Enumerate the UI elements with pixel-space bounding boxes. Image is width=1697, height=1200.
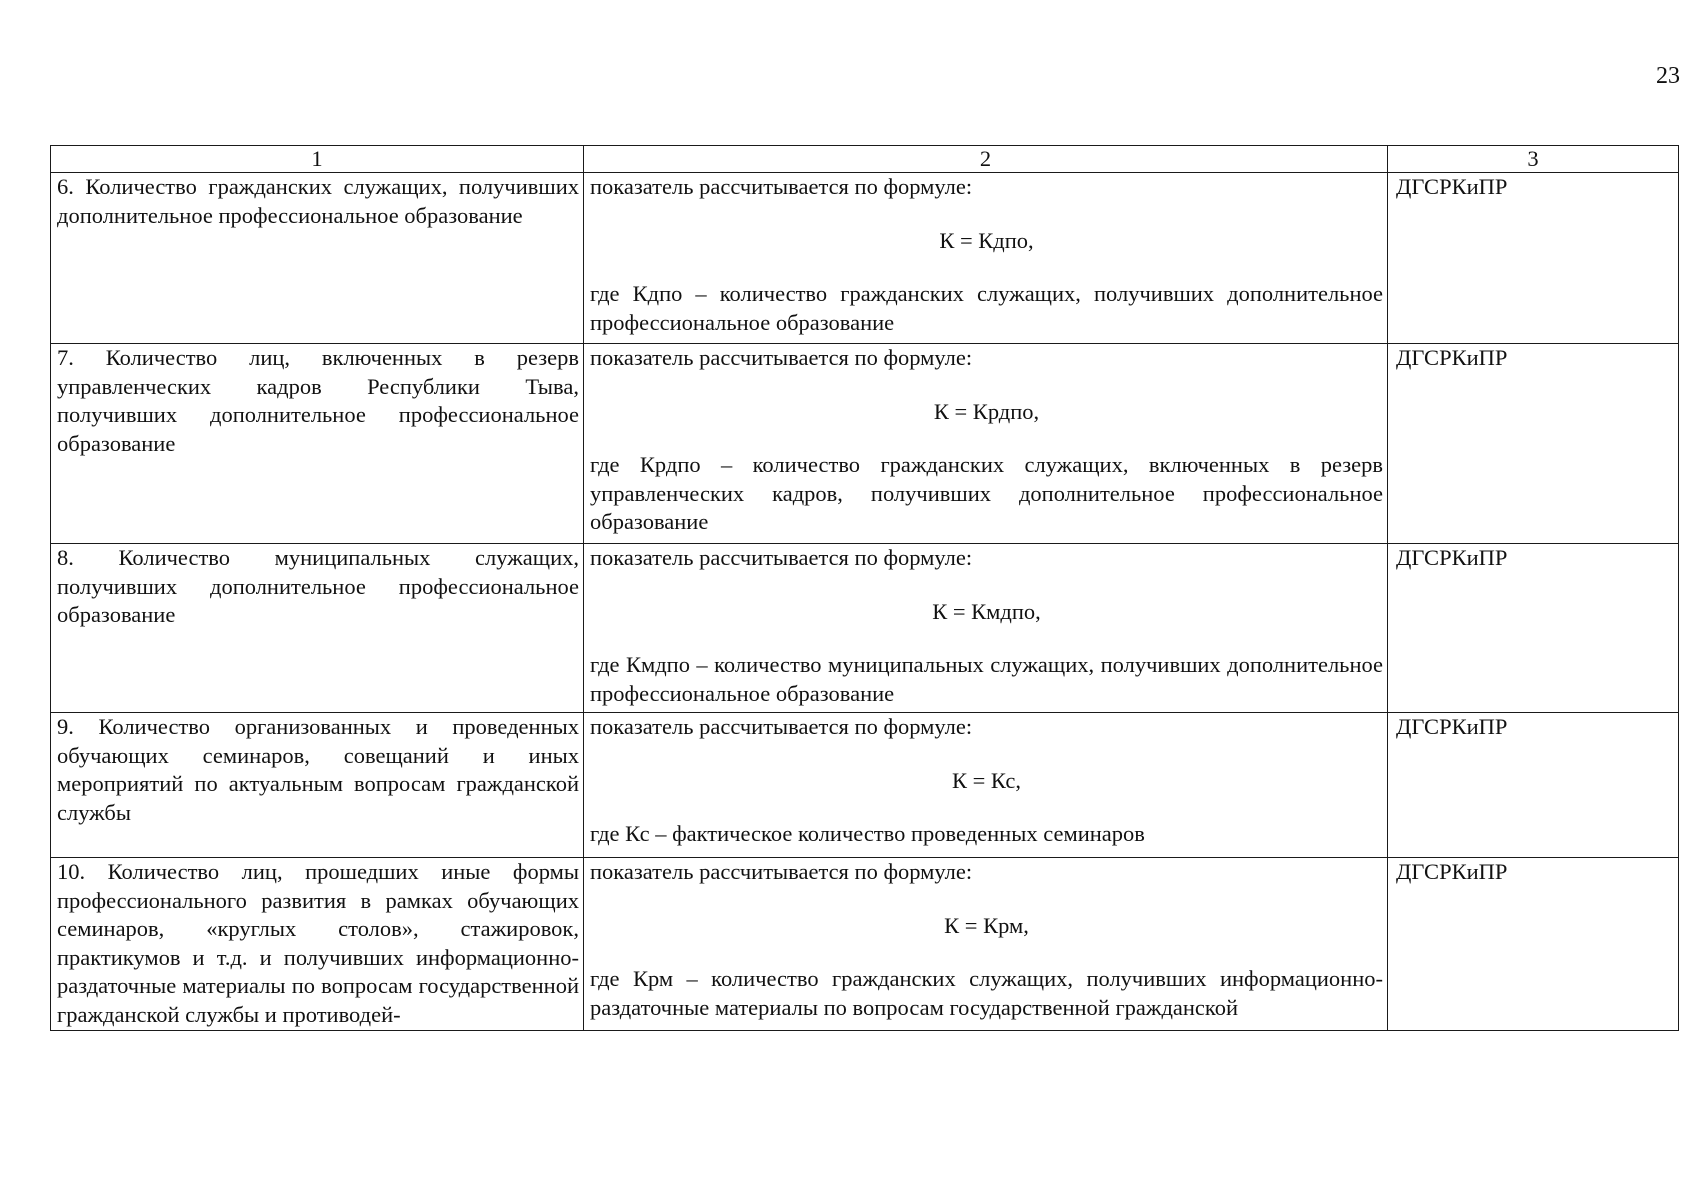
table-header-row <box>51 146 1679 173</box>
responsible-cell <box>1388 544 1679 713</box>
column-header-3: 3 <box>1388 146 1679 173</box>
formula-note: где Кдпо – количество гражданских служащих, получивших дополнительное профессиональное образование <box>590 281 1383 335</box>
column-header-1: 1 <box>51 146 584 173</box>
table-row <box>51 173 1679 344</box>
table-row <box>51 858 1679 1031</box>
responsible-cell <box>1388 858 1679 1031</box>
responsible-department: ДГСРКиПР <box>1396 859 1508 884</box>
column-header-2: 2 <box>584 146 1388 173</box>
indicator-name: 9. Количество организованных и проведенных обучающих семинаров, совещаний и иных мероприятий по актуальным вопросам гражданской службы <box>57 714 579 825</box>
table-row <box>51 713 1679 858</box>
method-cell <box>584 544 1388 713</box>
indicators-table <box>50 145 1679 1031</box>
responsible-cell <box>1388 344 1679 544</box>
formula: К = Крм, <box>944 912 1029 938</box>
responsible-cell <box>1388 713 1679 858</box>
indicator-cell <box>51 544 584 713</box>
table-row <box>51 544 1679 713</box>
formula: К = Кдпо, <box>939 227 1034 253</box>
method-intro: показатель рассчитывается по формуле: <box>590 174 973 199</box>
method-cell <box>584 713 1388 858</box>
responsible-department: ДГСРКиПР <box>1396 545 1508 570</box>
method-cell <box>584 344 1388 544</box>
indicator-name: 7. Количество лиц, включенных в резерв управленческих кадров Республики Тыва, получивших дополнительное профессиональное образование <box>57 345 579 456</box>
method-intro: показатель рассчитывается по формуле: <box>590 859 973 884</box>
method-intro: показатель рассчитывается по формуле: <box>590 545 973 570</box>
method-intro: показатель рассчитывается по формуле: <box>590 714 973 739</box>
responsible-department: ДГСРКиПР <box>1396 174 1508 199</box>
formula-note: где Кс – фактическое количество проведенных семинаров <box>590 821 1145 846</box>
indicator-cell <box>51 344 584 544</box>
table-row <box>51 344 1679 544</box>
indicator-cell <box>51 713 584 858</box>
indicator-name: 8. Количество муниципальных служащих, получивших дополнительное профессиональное образование <box>57 545 579 627</box>
responsible-cell <box>1388 173 1679 344</box>
formula-note: где Крдпо – количество гражданских служащих, включенных в резерв управленческих кадров, получивших дополнительное профессиональное образование <box>590 452 1383 534</box>
method-intro: показатель рассчитывается по формуле: <box>590 345 973 370</box>
formula: К = Кс, <box>951 767 1021 793</box>
formula-note: где Крм – количество гражданских служащих, получивших информационно-раздаточные материалы по вопросам государственной гражданской <box>590 966 1383 1020</box>
method-cell <box>584 173 1388 344</box>
indicator-name: 6. Количество гражданских служащих, получивших дополнительное профессиональное образование <box>57 174 579 228</box>
page-number: 23 <box>1656 63 1680 89</box>
indicator-name: 10. Количество лиц, прошедших иные формы профессионального развития в рамках обучающих семинаров, «круглых столов», стажировок, практикумов и т.д. и получивших информационно-раздаточные материалы по вопросам государственной гражданской службы и противодей- <box>57 859 579 1027</box>
indicator-cell <box>51 858 584 1031</box>
formula-note: где Кмдпо – количество муниципальных служащих, получивших дополнительное профессиональное образование <box>590 652 1383 706</box>
formula: К = Кмдпо, <box>932 598 1041 624</box>
responsible-department: ДГСРКиПР <box>1396 714 1508 739</box>
responsible-department: ДГСРКиПР <box>1396 345 1508 370</box>
formula: К = Крдпо, <box>933 398 1040 424</box>
indicator-cell <box>51 173 584 344</box>
method-cell <box>584 858 1388 1031</box>
